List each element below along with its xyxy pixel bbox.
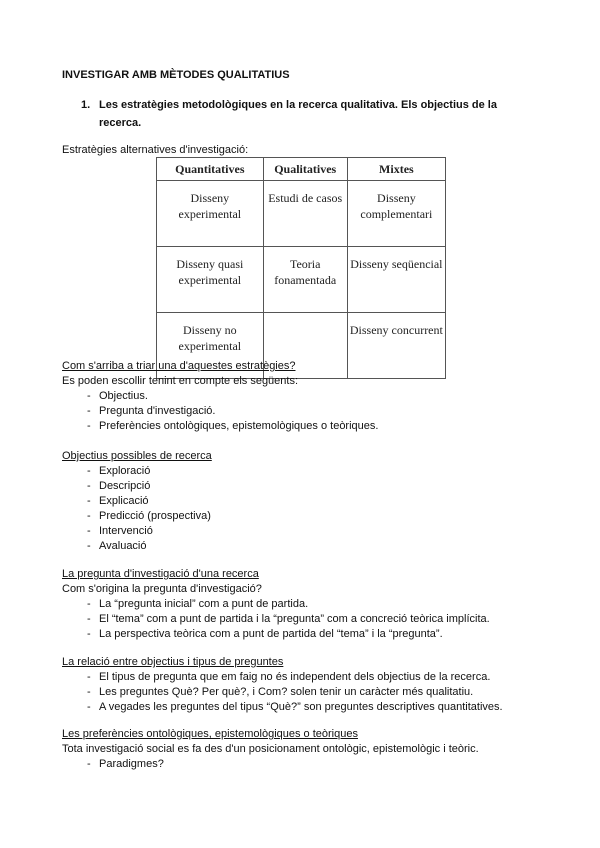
section-heading: Objectius possibles de recerca (62, 450, 212, 462)
list-item: - Intervenció (62, 524, 212, 539)
section-2 (62, 359, 378, 434)
table-intro: Estratègies alternatives d'investigació: (62, 144, 249, 156)
section-intro: Es poden escollir tenint en compte els següents: (62, 375, 299, 387)
list-item: - Exploració (62, 464, 212, 479)
list-item: - Pregunta d'investigació. (62, 404, 378, 419)
table-header: Quantitatives (157, 158, 264, 181)
table-cell: Estudi de casos (263, 181, 347, 247)
section-3 (62, 449, 212, 554)
section-5 (62, 655, 503, 715)
list-item: - Descripció (62, 479, 212, 494)
document-title: INVESTIGAR AMB MÈTODES QUALITATIUS (62, 69, 290, 81)
heading-line: Les estratègies metodològiques en la recerca qualitativa. Els objectius de la (99, 99, 497, 111)
list-item: - Explicació (62, 494, 212, 509)
list-item: - A vegades les preguntes del tipus “Què?” son preguntes descriptives quantitatives. (62, 700, 503, 715)
table-cell: Disseny experimental (157, 181, 264, 247)
list-item: - El tipus de pregunta que em faig no és independent dels objectius de la recerca. (62, 670, 503, 685)
table-cell: Teoria fonamentada (263, 247, 347, 313)
section-heading: Com s'arriba a triar una d'aquestes estratègies? (62, 360, 296, 372)
section-heading: La relació entre objectius i tipus de preguntes (62, 656, 284, 668)
list-item: - Preferències ontològiques, epistemològiques o teòriques. (62, 419, 378, 434)
list-item: - El “tema” com a punt de partida i la “pregunta” com a concreció teòrica implícita. (62, 612, 490, 627)
table-header: Qualitatives (263, 158, 347, 181)
strategies-table (156, 157, 446, 379)
list-item: - Paradigmes? (62, 757, 479, 772)
section-heading: La pregunta d'investigació d'una recerca (62, 568, 259, 580)
table-cell: Disseny complementari (347, 181, 445, 247)
table-cell: Disseny seqüencial (347, 247, 445, 313)
section-heading: Les preferències ontològiques, epistemològiques o teòriques (62, 728, 358, 740)
section-intro: Tota investigació social es fa des d'un posicionament ontològic, epistemològic i teòric. (62, 743, 479, 755)
heading-line: recerca. (99, 117, 142, 129)
table-cell: Disseny concurrent (347, 313, 445, 379)
table-header: Mixtes (347, 158, 445, 181)
list-item: - Avaluació (62, 539, 212, 554)
table-cell: Disseny quasi experimental (157, 247, 264, 313)
list-item: - La “pregunta inicial” com a punt de partida. (62, 597, 490, 612)
table-cell: Disseny no experimental (157, 313, 264, 379)
list-item: - La perspectiva teòrica com a punt de partida del “tema” i la “pregunta”. (62, 627, 490, 642)
section-4 (62, 567, 490, 642)
list-item: - Objectius. (62, 389, 378, 404)
list-item: - Predicció (prospectiva) (62, 509, 212, 524)
list-item: - Les preguntes Què? Per què?, i Com? solen tenir un caràcter més qualitatiu. (62, 685, 503, 700)
section-intro: Com s'origina la pregunta d'investigació? (62, 583, 262, 595)
section-6 (62, 727, 479, 772)
heading-number: 1. (81, 99, 91, 111)
section-heading-1 (81, 96, 497, 132)
